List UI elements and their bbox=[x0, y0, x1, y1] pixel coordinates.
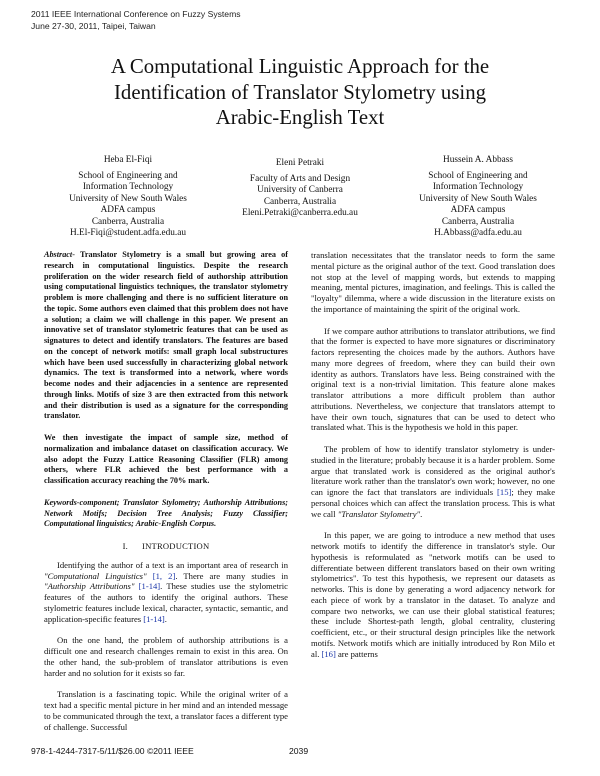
text-run: . These studies use the stylometric features of the authors to identify the original authors. These stylometric features include lexical, character, syntactic, semantic, and application-specific features bbox=[44, 581, 288, 624]
copyright-footer: 978-1-4244-7317-5/11/$26.00 ©2011 IEEE bbox=[31, 746, 194, 756]
section-title: INTRODUCTION bbox=[142, 541, 210, 551]
body-paragraph: Translation is a fascinating topic. While the original writer of a text had a specific mental picture in her mind and an intended message to be communicated through the text, a translator faces a different type of challenge. Successful bbox=[44, 689, 288, 732]
body-paragraph: If we compare author attributions to translator attributions, we find that the former is expected to have more signatures or discriminatory factors representing the choices made by the authors. Authors have many more degrees of freedom, where they can build their own identity as authors. Translators have less. Being constrained with the original text is a non-trivial limitation. This feature alone makes translator attributions a more difficult problem than author attributions. Nevertheless, we conjecture that translators attempt to have their own touch, signatures that can be used to detect who translated what. This is the hypothesis we hold in this paper. bbox=[311, 325, 555, 433]
right-column bbox=[311, 250, 555, 670]
affiliation-line: University of New South Wales bbox=[419, 193, 537, 204]
text-run: . bbox=[420, 508, 423, 519]
abstract-text: Translator Stylometry is a small but growing area of research in computational linguistics. Despite the research proliferation on the wider research field of authorship attribution using computational linguistics techniques, the translator stylometry problem is more challenging and there is no sufficient literature on the topic. Some authors even claimed that this problem does not have a solution; a claim we will challenge in this paper. We present an innovative set of translator stylometric features that can be used as signatures to detect and identify translators. The features are based on the concept of network motifs: small graph local substructures which have been used successfully in characterizing global network dynamics. The text is transformed into a network, where words become nodes and their adjacencies in a sentence are represented through links. Motifs of size 3 are then extracted from this network and their distribution is used as a signature for the corresponding translator. bbox=[44, 250, 288, 421]
body-paragraph: translation necessitates that the translator needs to form the same mental picture as the original author of the text. Good translation does not stop at the level of mapping words, but extends to mapping meaning, mental pictures, imagination, and feelings. This is called the "loyalty" dilemma, where a wide discussion in the literature exists on the importance of maintaining the spirit of the original work. bbox=[311, 250, 555, 314]
citation-link[interactable]: [16] bbox=[321, 648, 336, 659]
text-run: . bbox=[164, 613, 167, 624]
section-number: I. bbox=[122, 541, 129, 551]
author-name: Eleni Petraki bbox=[275, 158, 325, 168]
text-run: Identifying the author of a text is an important area of research in bbox=[57, 559, 288, 570]
author-name: Heba El-Fiqi bbox=[103, 155, 153, 165]
keywords-text: Translator Stylometry; Authorship Attributions; Network Motifs; Decision Tree Analysis; Fuzzy Classifier; Computational linguistics; Arabic-English Corpus. bbox=[44, 497, 288, 529]
keywords-label: Keywords-component; bbox=[44, 497, 120, 507]
citation-link[interactable]: [1, 2] bbox=[152, 570, 176, 581]
title-line: A Computational Linguistic Approach for the bbox=[110, 55, 490, 78]
affiliation-line: Information Technology bbox=[432, 182, 524, 192]
affiliation-line: Canberra, Australia bbox=[263, 196, 337, 207]
text-run: In this paper, we are going to introduce a new method that uses network motifs to identify the difference in translator's style. Our hypothesis is reformulated as "network motifs can be used to differentiate between different translators based on their own writing stylometrics". To test this hypothesis, we represent our datasets as networks. This is done by generating a word adjacency network for each piece of work by a translator in the dataset. To analyze and compare two networks, we can use their global statistical features; these include Shortest-path length, global centrality, clustering coefficient, etc., or their structural design principles like the network motifs. Network motifs which are initially introduced by Ron Milo et al. bbox=[311, 530, 555, 659]
page-number: 2039 bbox=[289, 746, 309, 756]
author-email: H.Abbass@adfa.edu.au bbox=[434, 228, 522, 238]
affiliation-line: Information Technology bbox=[82, 182, 174, 192]
body-paragraph bbox=[311, 444, 555, 519]
affiliation-line: ADFA campus bbox=[100, 205, 156, 215]
text-run: ; they make personal choices which can affect the translation process. This is what we call bbox=[311, 487, 556, 519]
italic-term: "Translator Stylometry" bbox=[337, 508, 421, 519]
title-line: Arabic-English Text bbox=[215, 106, 385, 129]
keywords-paragraph bbox=[44, 498, 288, 530]
section-heading bbox=[44, 541, 288, 552]
body-paragraph: On the one hand, the problem of authorship attributions is a difficult one and research challenges remain to exist in this area. On the other hand, the sub-problem of translator attributions is even harder and no solution for it exists so far. bbox=[44, 635, 288, 678]
text-run: are patterns bbox=[335, 648, 378, 659]
conference-name: 2011 IEEE International Conference on Fuzzy Systems bbox=[31, 9, 241, 19]
author-name: Hussein A. Abbass bbox=[443, 155, 513, 165]
abstract-paragraph bbox=[44, 250, 288, 422]
left-column bbox=[44, 250, 288, 743]
abstract-paragraph-2: We then investigate the impact of sample size, method of normalization and imbalance dataset on classification accuracy. We also adopt the Fuzzy Lattice Reasoning Classifier (FLR) among others, where FLR achieved the best performance with a classification accuracy reaching the 70% mark. bbox=[44, 433, 288, 485]
affiliation-line: Faculty of Arts and Design bbox=[249, 173, 351, 184]
text-run: . There are many studies in bbox=[175, 570, 288, 581]
affiliation-line: Canberra, Australia bbox=[91, 216, 165, 227]
body-paragraph bbox=[44, 560, 288, 625]
author-block-3 bbox=[378, 155, 578, 240]
author-email: H.El-Fiqi@student.adfa.edu.au bbox=[70, 228, 186, 238]
author-block-1 bbox=[28, 155, 228, 240]
title-line: Identification of Translator Stylometry using bbox=[114, 80, 486, 104]
body-paragraph bbox=[311, 530, 555, 659]
italic-term: "Computational Linguistics" bbox=[44, 570, 147, 581]
affiliation-line: ADFA campus bbox=[450, 205, 506, 215]
abstract-label: Abstract- bbox=[44, 250, 75, 259]
italic-term: "Authorship Attributions" bbox=[44, 581, 135, 592]
affiliation-line: School of Engineering and bbox=[78, 170, 178, 181]
affiliation-line: Canberra, Australia bbox=[441, 216, 515, 227]
citation-link[interactable]: [1-14] bbox=[138, 581, 161, 592]
citation-link[interactable]: [15] bbox=[497, 487, 512, 497]
author-block-2 bbox=[220, 158, 380, 220]
affiliation-line: University of New South Wales bbox=[69, 193, 187, 204]
author-email: Eleni.Petraki@canberra.edu.au bbox=[242, 208, 358, 218]
affiliation-line: School of Engineering and bbox=[428, 170, 528, 181]
conference-header bbox=[31, 9, 241, 32]
text-run: The problem of how to identify translator stylometry is under-studied in the literature; probably because it is a harder problem. Some argue that translated work is considered as the original author's literature work rather than the translator's own work; however, no one can ignore the fact that translators are individuals bbox=[311, 444, 555, 497]
conference-date-location: June 27-30, 2011, Taipei, Taiwan bbox=[31, 20, 156, 31]
affiliation-line: University of Canberra bbox=[257, 185, 343, 195]
citation-link[interactable]: [1-14] bbox=[143, 613, 165, 624]
paper-title bbox=[60, 54, 540, 131]
